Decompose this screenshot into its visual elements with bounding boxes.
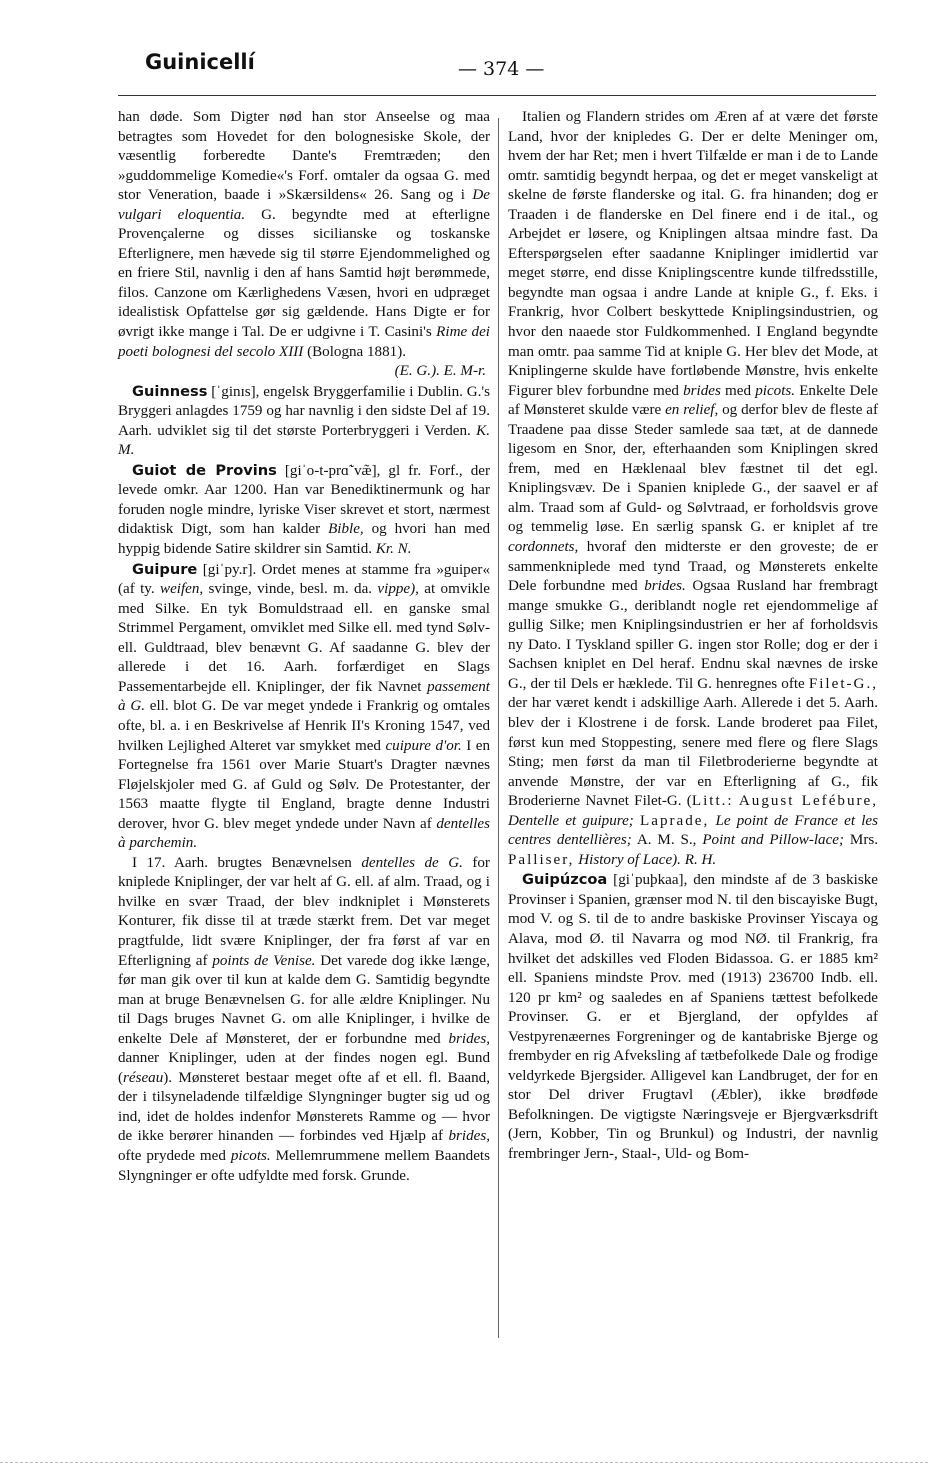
headword: Guipúzcoa	[522, 871, 608, 889]
entry-signature: R. H.	[684, 851, 717, 868]
left-column	[118, 108, 490, 1186]
headword: Guinness	[132, 382, 208, 400]
running-head: Guinicellí	[145, 50, 255, 74]
guinicelli-entry-continuation: han døde. Som Digter nød han stor Anseelse og maa betragtes som Hovedet for den bolognesiske Skole, der væsentlig forberedte Dante's Fremtræden; den »guddommelige Komedie«'s Forf. omtaler da ogsaa G. med stor Veneration, baade i »Skærsildens« 26. Sang og i De vulgari eloquentia. G. begyndte med at efterligne Provençalerne og disses sicilianske og toskanske Efterlignere, men hævede sig til større Ejendommelighed og en friere Stil, navnlig i den af hans Samtid højt berømmede, filos. Canzone om Kærlighedens Væsen, hvori en udpræget idealistisk Opfattelse gør sig gældende. Hans Digte er for øvrigt ikke mange i Tal. De er udgivne i T. Casini's Rime dei poeti bolognesi del secolo XIII (Bologna 1881).	[118, 109, 490, 360]
right-column	[508, 108, 878, 1165]
entry-signature: K. M.	[118, 422, 490, 459]
entry-signature: (E. G.). E. M-r.	[394, 363, 486, 380]
entry-guipure: Guipure [giˈpy.r]. Ordet menes at stamme fra »guiper« (af ty. weifen, svinge, vinde, besl. m. da. vippe), at omvikle med Silke. En tyk Bomuldstraad ell. en ganske smal Strimmel Pergament, omviklet med Silke ell. med tynd Sølv- ell. Guldtraad, blev benævnt G. Af saadanne G. blev der allerede i det 16. Aarh. forfærdiget en Slags Passementarbejde ell. Kniplinger, der fik Navnet passement à G. ell. blot G. De var meget yndede i Frankrig og omtales ofte, bl. a. i en Beskrivelse af Henrik II's Kroning 1547, ved hvilken Lejlighed Alteret var smykket med cuipure d'or. I en Fortegnelse fra 1561 over Marie Stuart's Dragter nævnes Fløjelskjoler med G. af Guld og Sølv. De Protestanter, der 1563 maatte flygte til England, bragte denne Industri derover, hvor G. blev meget yndede under Navn af dentelles à parchemin.	[118, 560, 491, 852]
guipure-paragraph-countries: Italien og Flandern strides om Æren af at være det første Land, hvor der knipledes G. Der er delte Meninger om, hvem der har Ret; men i hvert Tilfælde er man i de to Lande omtr. samtidig begyndt herpaa, og det er meget vanskeligt at skelne de første flanderske og ital. G. fra hinanden; dog er Traaden i de flanderske en Del finere end i de ital., og Arbejdet er løsere, og Kniplingen altsaa mindre fast. Da Efterspørgselen efter saadanne Kniplinger imidlertid var meget større, end disse Kniplingscentre kunde tilfredsstille, begyndte man ogsaa i andre Lande at kniple G., f. Eks. i Frankrig, hvor Colbert beskyttede Kniplingsindustrien, og hvor den naaede stor Fuldkommenhed. I England begyndte man omtr. paa samme Tid at kniple G. Her blev det Mode, at Kniplingerne skulde have fortløbende Mønstre, hvis enkelte Figurer blev forbundne med brides med picots. Enkelte Dele af Mønsteret skulde være en relief, og derfor blev de fleste af Traadene paa disse Steder samlede saa tæt, at de dannede ligesom en Snor, der, efterhaanden som Kniplingen skred frem, med en Hæklenaal blev fæstnet til det egl. Kniplingsvæv. De i Spanien kniplede G., der saavel er af alm. Traad som af Guld- og Sølvtraad, er forholdsvis grove og temmelig løse. En særlig spansk G. er kniplet af tre cordonnets, hvoraf den midterste er den groveste; de er sammenkniplede med tynd Traad, og Mønsterets enkelte Dele forbundne med brides. Ogsaa Rusland har frembragt mange smukke G., deriblandt nogle ret ejendommelige af gullig Silke; men Kniplingsindustrien er her af forholdsvis ny Dato. I Tyskland spiller G. ingen stor Rolle; dog er der i Sachsen kniplet en Del heraf. Endnu skal nævnes de irske G., der til Dels er hæklede. Til G. henregnes ofte Filet-G., der har været kendt i adskillige Aarh. Allerede i det 5. Aarh. blev der i Klostrene i de forsk. Lande broderet paa Filet, først kun med Stoppesting, senere med flere og flere Slags Sting; men først da man til Filetbroderierne begyndte at anvende Mønstre, der var en Efterligning af G., fik Broderierne Navnet Filet-G. (Litt.: August Lefébure, Dentelle et guipure; Laprade, Le point de France et les centres dentellières; A. M. S., Point and Pillow-lace; Mrs. Palliser, History of Lace). R. H.	[508, 109, 879, 868]
column-divider	[498, 118, 499, 1338]
page-number: — 374 —	[458, 58, 545, 80]
entry-guinness: Guinness [ˈginɪs], engelsk Bryggerfamilie i Dublin. G.'s Bryggeri anlagdes 1759 og har navnlig i den sidste Del af 19. Aarh. udviklet sig til det største Porterbryggeri i Verden. K. M.	[118, 382, 490, 459]
entry-guiot-de-provins: Guiot de Provins [giˈo-t-prɑ̃ˈvæ̃], gl fr. Forf., der levede omkr. Aar 1200. Han var Benediktinermunk og har foruden nogle mindre, lyriske Viser skrevet et stort, nærmest didaktisk Digt, som han kalder Bible, og hvori han med hyppig bidende Satire skildrer sin Samtid. Kr. N.	[118, 461, 490, 558]
header-rule	[118, 95, 876, 96]
guipure-paragraph-17th-century: I 17. Aarh. brugtes Benævnelsen dentelles de G. for kniplede Kniplinger, der var helt af G. ell. af alm. Traad, og i hvilke en svær Traad, der blev indkniplet i Mønsterets Konturer, fik disse til at træde stærkt frem. Det var meget pragtfulde, lidt svære Kniplinger, der fra først af var en Efterligning af points de Venise. Det varede dog ikke længe, før man gik over til kun at kalde dem G. Samtidig begyndte man at bruge Benævnelsen G. for alle ældre Kniplinger. Nu til Dags bruges Navnet G. om alle Kniplinger, i hvilke de enkelte Dele af Mønsteret, der er forbundne med brides, danner Kniplinger, uden at der findes nogen egl. Bund (réseau). Mønsteret bestaar meget ofte af et ell. fl. Baand, der i tilsyneladende tilfældige Slyngninger bugter sig ud og ind, idet de holdes indenfor Mønsterets Ramme og — hvor de ikke berører hinanden — forbindes ved Hjælp af brides, ofte prydede med picots. Mellemrummene mellem Baandets Slyngninger er ofte udfyldte med forsk. Grunde.	[118, 854, 491, 1184]
headword: Guiot de Provins	[132, 461, 277, 479]
entry-signature: Kr. N.	[375, 541, 412, 558]
page-bottom-edge	[0, 1462, 928, 1473]
headword: Guipure	[132, 560, 198, 578]
entry-guipuzcoa: Guipúzcoa [giˈpuþkaa], den mindste af de 3 baskiske Provinser i Spanien, grænser mod N. til den biscayiske Bugt, mod V. og S. til de to andre baskiske Provinser Yiscaya og Alava, mod Ø. til Navarra og mod NØ. til Frankrig, fra hvilket det adskilles ved Floden Bidassoa. G. er 1885 km² ell. Spaniens mindste Prov. med (1913) 236700 Indb. ell. 120 pr km² og saaledes en af Spaniens tættest befolkede Provinser. G. er et Bjergland, der opfyldes af Vestpyrenæernes Forgreninger og de kantabriske Bjerge og frembyder en rig Afveksling af tætbefolkede Dale og frodige veldyrkede Bjergsider. Alligevel kan Landbruget, der for en stor Del driver Frugtavl (Æbler), ikke brødføde Befolkningen. De vigtigste Næringsveje er Bjergværksdrift (Jern, Kobber, Tin og Brunkul) og Industri, der navnlig frembringer Jern-, Staal-, Uld- og Bom-	[508, 871, 878, 1162]
